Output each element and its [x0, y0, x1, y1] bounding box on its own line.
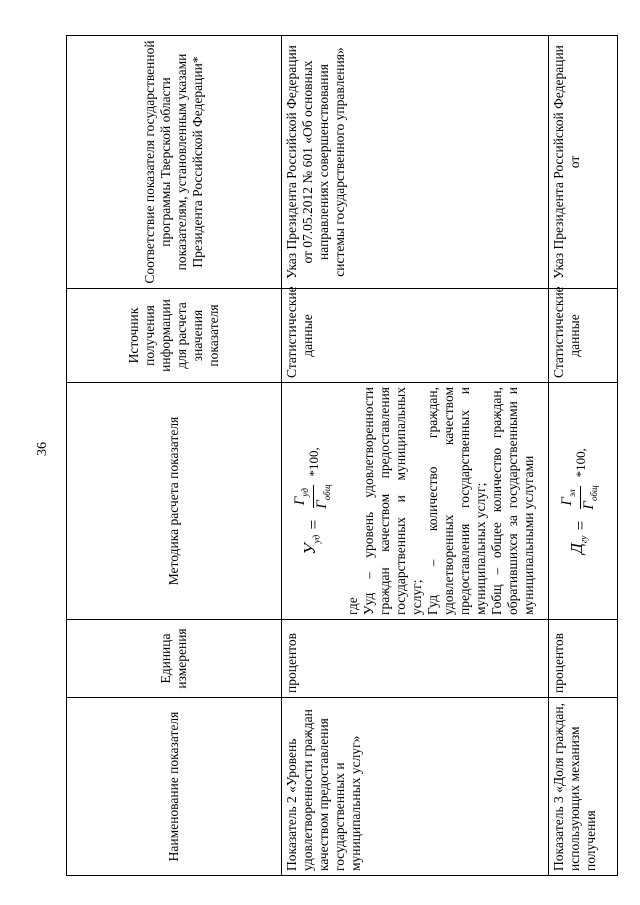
header-conformity: Соответствие показателя государственной программы Тверской области показателям, установленным указами Президента Российской Федерации*	[67, 36, 282, 289]
indicator-method	[549, 383, 618, 620]
definition-ud: Ууд – уровень удовлетворенности граждан качеством предоставления государственных и муниципальных услуг;	[361, 387, 424, 615]
table-row	[282, 36, 549, 876]
indicator-conformity: Указ Президента Российской Федерации от 07.05.2012 № 601 «Об основных направлениях совершенствования системы государственного управления»	[282, 36, 549, 289]
formula: $Д_{гу}$ = $Г_{эл}$ $Г_{общ}$ *100,	[559, 387, 602, 615]
formula-fraction: $Г_{эл}$ $Г_{общ}$	[559, 485, 599, 510]
definition-g-total: Гобщ – общее количество граждан, обратившихся за государственными и муниципальными услугами	[489, 387, 536, 615]
header-row	[67, 36, 282, 876]
indicator-source: Статистические данные	[549, 289, 618, 383]
header-source: Источник получения информации для расчета значения показателя	[67, 289, 282, 383]
table-row	[549, 36, 618, 876]
indicator-name: Показатель 2 «Уровень удовлетворенности граждан качеством предоставления государственных и муниципальных услуг»	[282, 698, 549, 876]
indicator-unit: процентов	[282, 620, 549, 698]
formula-lhs: $Д_{гу}$	[567, 535, 589, 554]
header-unit: Единица измерения	[67, 620, 282, 698]
indicator-source: Статистические данные	[282, 289, 549, 383]
header-method: Методика расчета показателя	[67, 383, 282, 620]
definition-g-ud: Гуд – количество граждан, удовлетворенных качеством предоставления государственных и муниципальных услуг;	[425, 387, 488, 615]
header-name: Наименование показателя	[67, 698, 282, 876]
indicator-method	[282, 383, 549, 620]
formula-fraction: $Г_{уд}$ $Г_{общ}$	[292, 484, 332, 509]
indicator-unit: процентов	[549, 620, 618, 698]
rotated-table-container	[66, 36, 602, 876]
indicator-conformity: Указ Президента Российской Федерации от	[549, 36, 618, 289]
formula: $У_{уд}$ = $Г_{уд}$ $Г_{общ}$ *100,	[292, 387, 335, 615]
page-number: 36	[35, 442, 50, 456]
formula-lhs: $У_{уд}$	[300, 534, 322, 555]
indicators-table	[66, 35, 618, 876]
indicator-name: Показатель 3 «Доля граждан, использующих механизм получения	[549, 698, 618, 876]
where-label: где	[345, 597, 360, 615]
